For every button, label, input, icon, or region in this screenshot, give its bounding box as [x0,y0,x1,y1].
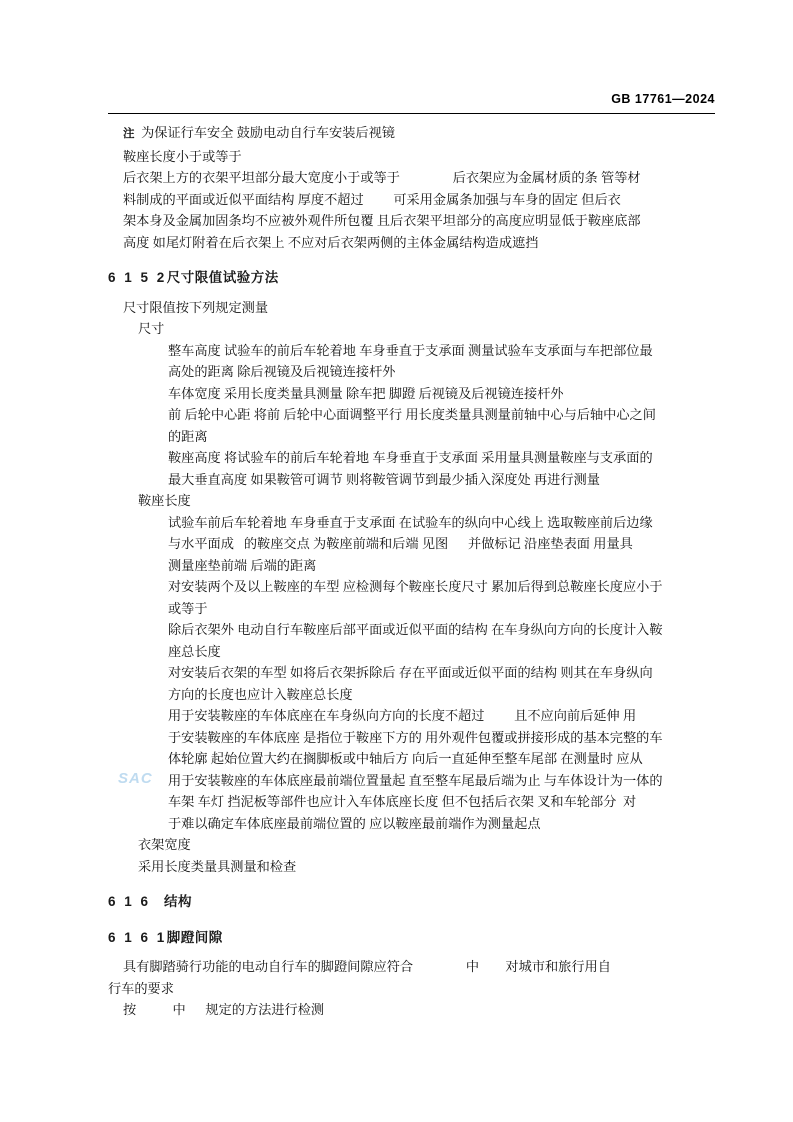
document-body [108,122,715,1021]
body-line: 高处的距离 除后视镜及后视镜连接杆外 [168,364,396,379]
body-line: 车体宽度 采用长度类量具测量 除车把 脚蹬 后视镜及后视镜连接杆外 [168,385,564,401]
body-line: 具有脚踏骑行功能的电动自行车的脚蹬间隙应符合 中 对城市和旅行用自 [123,959,611,974]
body-line: 测量座垫前端 后端的距离 [168,557,317,573]
body-line: 尺寸 [138,321,165,336]
body-line: 车架 车灯 挡泥板等部件也应计入车体底座长度 但不包括后衣架 叉和车轮部分 对 [168,794,637,809]
body-line: 座总长度 [168,643,221,659]
body-line: 按 中 规定的方法进行检测 [123,1002,325,1017]
body-line: 衣架宽度 [138,837,191,852]
body-line: 鞍座长度小于或等于 [123,148,242,164]
section-number: 6 1 6 [108,894,151,909]
section-title: 结构 [164,894,192,909]
body-line: 对安装两个及以上鞍座的车型 应检测每个鞍座长度尺寸 累加后得到总鞍座长度应小于 [168,579,663,594]
body-line: 体轮廓 起始位置大约在搁脚板或中轴后方 向后一直延伸至整车尾部 在测量时 应从 [168,751,643,766]
body-line: 料制成的平面或近似平面结构 厚度不超过 可采用金属条加强与车身的固定 但后衣 [123,191,621,207]
note-paragraph [123,122,715,146]
body-line: 行车的要求 [108,980,174,996]
body-line: 或等于 [168,600,208,616]
body-line: 方向的长度也应计入鞍座总长度 [168,686,353,702]
section-heading [108,891,715,913]
body-line: 的距离 [168,428,208,444]
section-heading [108,267,715,289]
body-line: 对安装后衣架的车型 如将后衣架拆除后 存在平面或近似平面的结构 则其在车身纵向 [168,665,653,680]
body-line: 用于安装鞍座的车体底座最前端位置量起 直至整车尾最后端为止 与车体设计为一体的 [168,772,663,788]
section-heading [108,927,715,949]
body-line: 整车高度 试验车的前后车轮着地 车身垂直于支承面 测量试验车支承面与车把部位最 [168,342,653,358]
watermark-logo: SAC [118,770,153,787]
body-line: 后衣架上方的衣架平坦部分最大宽度小于或等于 后衣架应为金属材质的条 管等材 [123,170,641,185]
body-line: 最大垂直高度 如果鞍管可调节 则将鞍管调节到最少插入深度处 再进行测量 [168,471,600,487]
body-line: 鞍座高度 将试验车的前后车轮着地 车身垂直于支承面 采用量具测量鞍座与支承面的 [168,450,653,465]
section-number: 6 1 5 2 [108,270,167,285]
body-line: 除后衣架外 电动自行车鞍座后部平面或近似平面的结构 在车身纵向方向的长度计入鞍 [168,622,663,637]
page-header-standard-code: GB 17761—2024 [611,92,715,106]
body-line: 与水平面成 的鞍座交点 为鞍座前端和后端 见图 并做标记 沿座垫表面 用量具 [168,536,633,551]
body-line: 试验车前后车轮着地 车身垂直于支承面 在试验车的纵向中心线上 选取鞍座前后边缘 [168,514,653,530]
note-label: 注 [123,128,135,140]
body-line: 采用长度类量具测量和检查 [138,858,297,874]
body-line: 高度 如尾灯附着在后衣架上 不应对后衣架两侧的主体金属结构造成遮挡 [123,234,539,250]
body-line: 鞍座长度 [138,493,191,508]
body-line: 前 后轮中心距 将前 后轮中心面调整平行 用长度类量具测量前轴中心与后轴中心之间 [168,407,656,422]
body-line: 于安装鞍座的车体底座 是指位于鞍座下方的 用外观件包覆或拼接形成的基本完整的车 [168,729,663,745]
body-line: 架本身及金属加固条均不应被外观件所包覆 且后衣架平坦部分的高度应明显低于鞍座底部 [123,213,641,228]
header-divider [108,113,715,114]
body-line: 于难以确定车体底座最前端位置的 应以鞍座最前端作为测量起点 [168,815,541,831]
section-number: 6 1 6 1 [108,929,167,945]
body-line: 用于安装鞍座的车体底座在车身纵向方向的长度不超过 且不应向前后延伸 用 [168,708,637,723]
body-line: 尺寸限值按下列规定测量 [123,299,269,315]
section-title: 尺寸限值试验方法 [166,270,279,285]
note-text: 为保证行车安全 鼓励电动自行车安装后视镜 [134,125,395,140]
section-title: 脚蹬间隙 [166,929,223,945]
